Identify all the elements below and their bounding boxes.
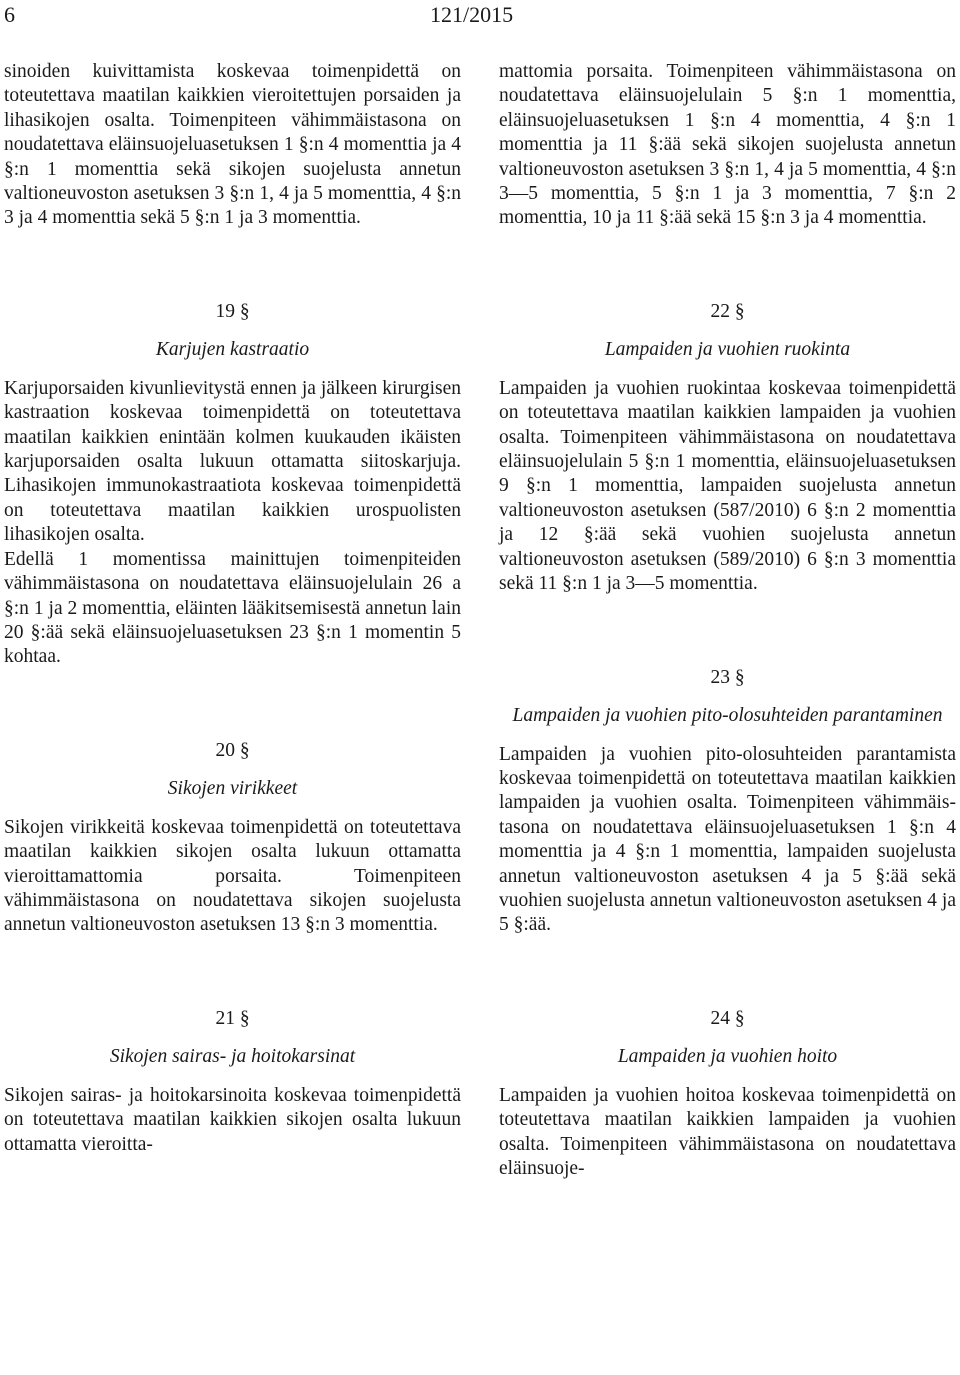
page-number: 6 bbox=[4, 2, 15, 27]
section-title: Karjujen kastraatio bbox=[155, 338, 310, 360]
section-19 bbox=[4, 299, 461, 670]
section-24 bbox=[499, 1006, 956, 1182]
section-title: Lampaiden ja vuohien pito-olosuhteiden parantaminen bbox=[512, 704, 943, 726]
section-paragraph: Lampaiden ja vuohien pito-olosuhteiden parantamista koskevaa toimenpidettä on toteutettava maatilan kaikkien lampaiden ja vuohien osalta. Toimenpiteen vähimmäistasona on noudatettava eläinsuojeluasetuksen 1 §:n 4 momenttia ja 4 §:n 1 momenttia, lampaiden suojelusta annetun valtioneuvoston asetuksen 4 ja 5 §:ää sekä vuohien suojelusta annetun valtioneuvoston asetuksen 4 ja 5 §:ää. bbox=[499, 743, 956, 936]
section-paragraph: Lampaiden ja vuohien ruokintaa koskevaa toimenpidettä on toteutettava maatilan kaikkien lampaiden ja vuohien osalta. Toimenpiteen vähimmäistasona on noudatettava eläinsuojelulain 5 §:n 1 momenttia, eläinsuojeluasetuksen 9 §:n 1 momenttia, lampaiden suojelusta annetun valtioneuvoston asetuksen (587/2010) 6 §:n 2 momenttia ja 12 §:ää sekä vuohien suojelusta annetun valtioneuvoston asetuksen (589/2010) 6 §:n 3 momenttia sekä 11 §:n 1 ja 3—5 momenttia. bbox=[499, 377, 956, 595]
section-21 bbox=[4, 1006, 461, 1157]
continued-paragraph: sinoiden kuivittamista koskevaa toimenpidettä on toteutettava maatilan kaikkien vieroitettujen porsaiden ja lihasikojen osalta. Toimenpiteen vähimmäistasona on noudatettava eläinsuojeluasetuksen 1 §:n 4 momenttia ja 4 §:n 1 momenttia sekä sikojen suojelusta annetun valtioneuvoston asetuksen 3 §:n 1, 4 ja 5 momenttia, 4 §:n 3 ja 4 momenttia sekä 5 §:n 1 ja 3 momenttia. bbox=[4, 61, 461, 229]
section-paragraph: Edellä 1 momentissa mainittujen toimenpiteiden vähimmäistasona on noudatettava eläinsuojelulain 26 a §:n 1 ja 2 momenttia, eläinten lääkitsemisestä annetun lain 20 §:ää sekä eläinsuojeluasetuksen 23 §:n 1 momentin 5 kohtaa. bbox=[4, 548, 461, 668]
section-23 bbox=[499, 665, 956, 938]
statute-issue-number: 121/2015 bbox=[430, 2, 514, 27]
section-22 bbox=[499, 299, 956, 597]
left-column bbox=[4, 60, 461, 1157]
section-number: 23 § bbox=[710, 666, 745, 688]
page-header bbox=[0, 0, 960, 30]
section-title: Sikojen virikkeet bbox=[167, 777, 298, 799]
section-number: 21 § bbox=[215, 1007, 250, 1029]
section-title: Lampaiden ja vuohien hoito bbox=[617, 1045, 838, 1067]
section-title: Sikojen sairas- ja hoitokarsinat bbox=[109, 1045, 356, 1067]
section-number: 24 § bbox=[710, 1007, 745, 1029]
section-title: Lampaiden ja vuohien ruokinta bbox=[604, 338, 851, 360]
continued-paragraph: mattomia porsaita. Toimenpiteen vähimmäistasona on noudatettava eläinsuojelulain 5 §:n 1 momenttia, eläinsuojeluasetuksen 1 §:n 4 momenttia, 4 §:n 1 momenttia ja 11 §:ää sekä sikojen suojelusta annetun valtioneuvoston asetuksen 3 §:n 1, 4 ja 5 momenttia, 4 §:n 3—5 momenttia, 5 §:n 1 ja 3 momenttia, 7 §:n 2 momenttia, 10 ja 11 §:ää sekä 15 §:n 3 ja 4 momenttia. bbox=[499, 61, 956, 229]
section-paragraph: Sikojen virikkeitä koskevaa toimenpidettä on toteutettava maatilan kaikkien sikojen osalta lukuun ottamatta vieroittamattomia porsaita. Toimenpiteen vähimmäistasona on noudatettava sikojen suojelusta annetun valtioneuvoston asetuksen 13 §:n 3 momenttia. bbox=[4, 816, 461, 936]
section-paragraph: Sikojen sairas- ja hoitokarsinoita koskevaa toimenpidettä on toteutettava maatilan kaikkien sikojen osalta lukuun ottamatta vieroitta- bbox=[4, 1084, 461, 1155]
section-number: 20 § bbox=[215, 739, 250, 761]
section-paragraph: Lampaiden ja vuohien hoitoa koskevaa toimenpidettä on toteutettava maatilan kaikkien lampaiden ja vuohien osalta. Toimenpiteen vähimmäistasona on noudatettava eläinsuoje- bbox=[499, 1084, 956, 1179]
section-number: 19 § bbox=[215, 300, 250, 322]
section-20 bbox=[4, 738, 461, 938]
section-paragraph: Karjuporsaiden kivunlievitystä ennen ja jälkeen kirurgisen kastraation koskevaa toimenpidettä on toteutettava maatilan kaikkien enintään kolmen kuukauden ikäisten karjuporsaiden osalta lukuun ottamatta siitoskarjuja. Lihasikojen immunokastraatiota koskevaa toimenpidettä on toteutettava maatilan kaikkien urospuolisten lihasikojen osalta. bbox=[4, 377, 461, 546]
section-number: 22 § bbox=[710, 300, 745, 322]
right-column bbox=[499, 60, 956, 1181]
